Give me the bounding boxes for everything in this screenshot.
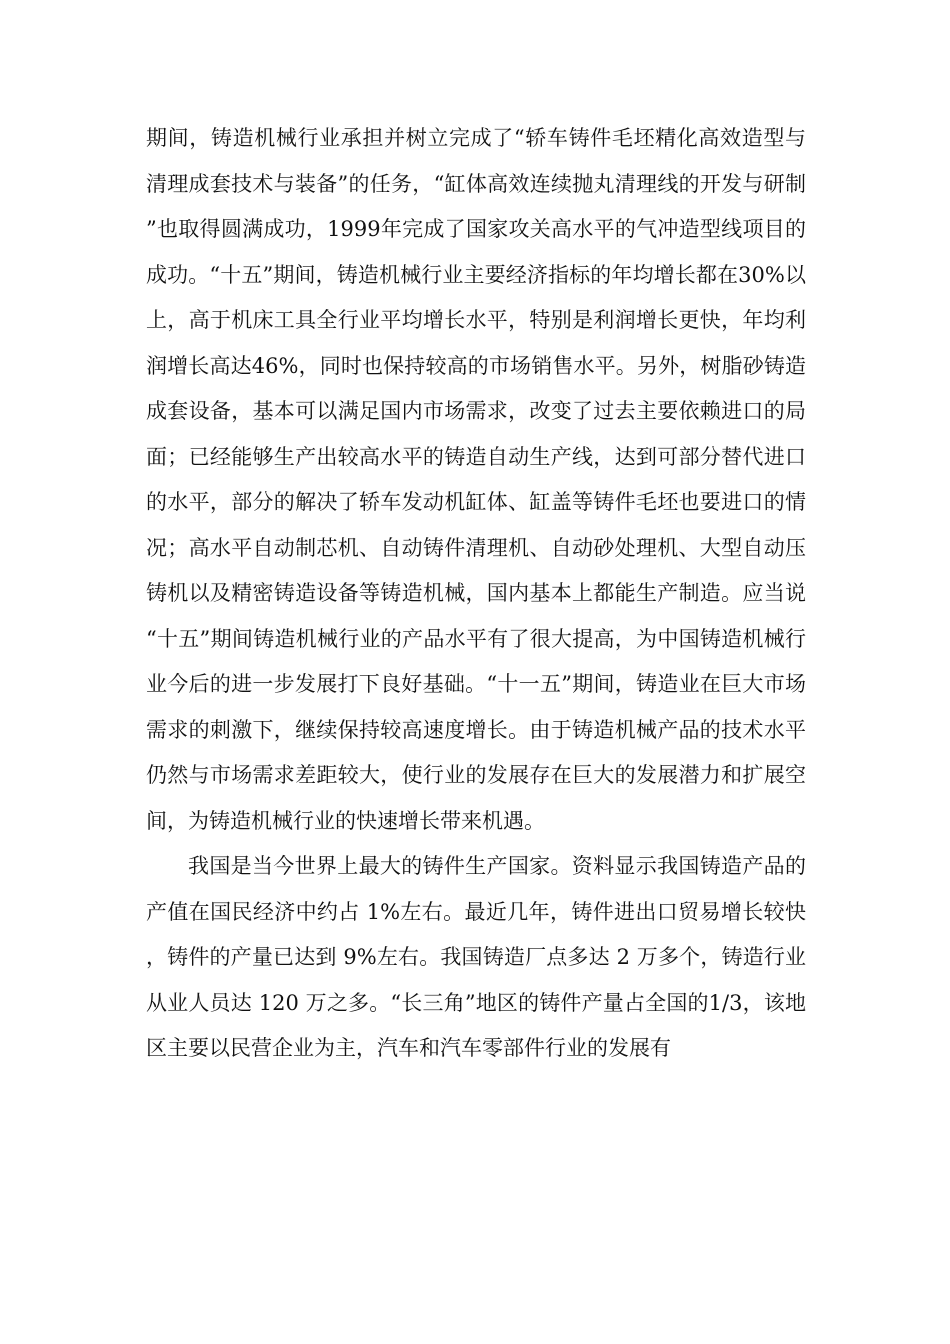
body-text (146, 116, 806, 1072)
paragraph-2: 我国是当今世界上最大的铸件生产国家。资料显示我国铸造产品的产值在国民经济中约占 1%左右。最近几年，铸件进出口贸易增长较快，铸件的产量已达到 9%左右。我国铸造厂点多达 2 万多个，铸造行业从业人员达 120 万之多。“长三角”地区的铸件产量占全国的1/3，该地区主要以民营企业为主，汽车和汽车零部件行业的发展有 (146, 854, 806, 1060)
paragraph-1: 期间，铸造机械行业承担并树立完成了“轿车铸件毛坯精化高效造型与清理成套技术与装备”的任务，“缸体高效连续抛丸清理线的开发与研制”也取得圆满成功，1999年完成了国家攻关高水平的气冲造型线项目的成功。“十五”期间，铸造机械行业主要经济指标的年均增长都在30%以上，高于机床工具全行业平均增长水平，特别是利润增长更快，年均利润增长高达46%，同时也保持较高的市场销售水平。另外，树脂砂铸造成套设备，基本可以满足国内市场需求，改变了过去主要依赖进口的局面；已经能够生产出较高水平的铸造自动生产线，达到可部分替代进口的水平，部分的解决了轿车发动机缸体、缸盖等铸件毛坯也要进口的情况；高水平自动制芯机、自动铸件清理机、自动砂处理机、大型自动压铸机以及精密铸造设备等铸造机械，国内基本上都能生产制造。应当说“十五”期间铸造机械行业的产品水平有了很大提高，为中国铸造机械行业今后的进一步发展打下良好基础。“十一五”期间，铸造业在巨大市场需求的刺激下，继续保持较高速度增长。由于铸造机械产品的技术水平仍然与市场需求差距较大，使行业的发展存在巨大的发展潜力和扩展空间，为铸造机械行业的快速增长带来机遇。 (146, 126, 806, 833)
